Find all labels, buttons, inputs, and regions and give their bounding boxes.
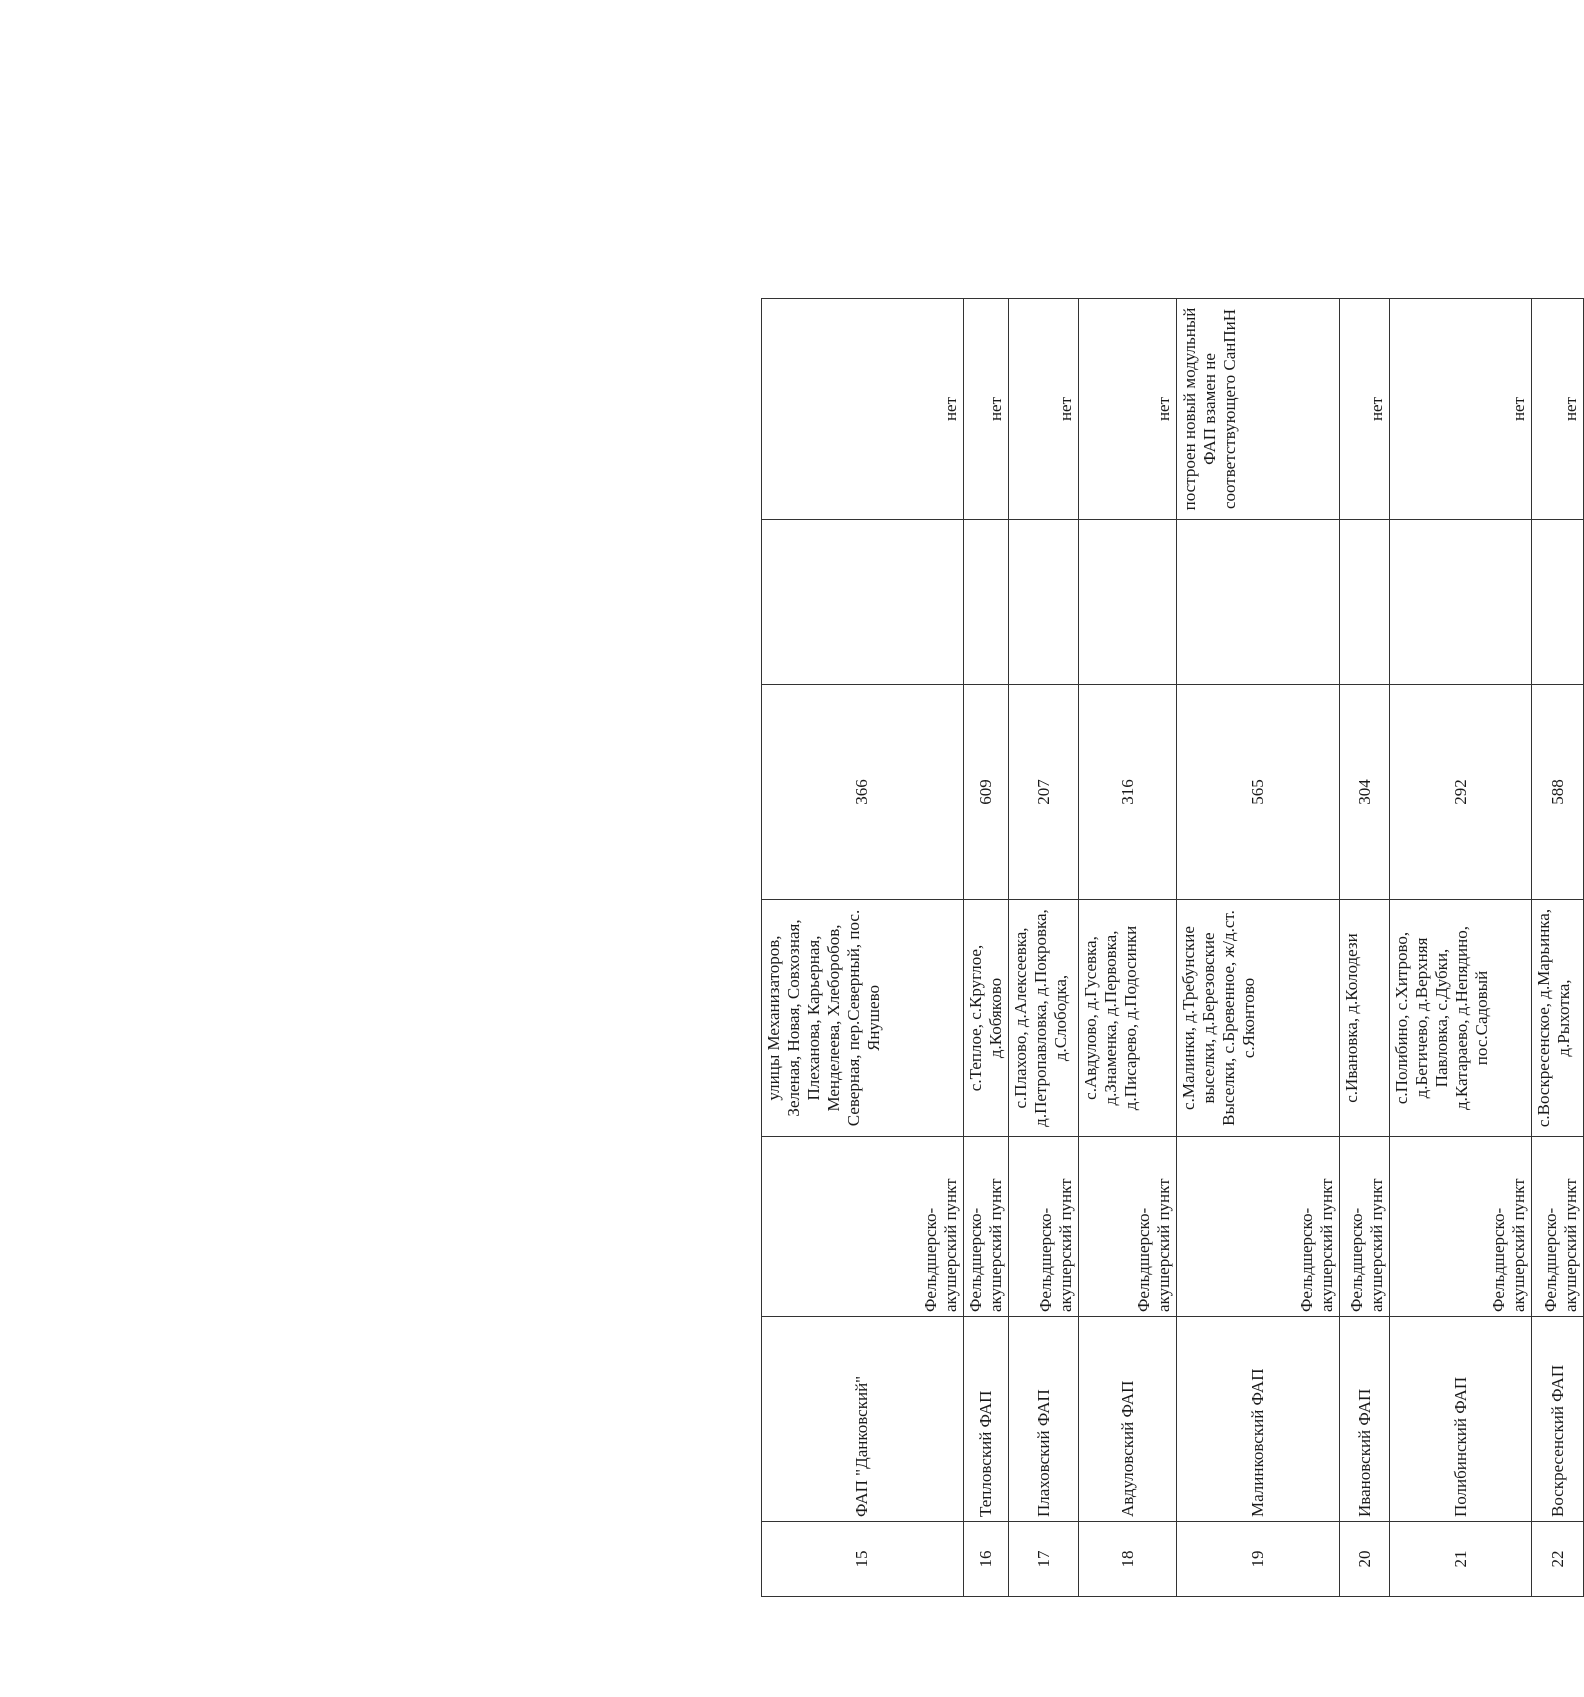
facility-name: Плаховский ФАП — [1009, 1317, 1079, 1522]
table-row — [1532, 299, 1584, 1597]
facility-name: Полибинский ФАП — [1390, 1317, 1532, 1522]
row-number: 20 — [1340, 1522, 1390, 1597]
service-area: улицы Механизаторов, Зеленая, Новая, Совхозная, Плеханова, Карьерная, Менделеева, Хлеборобов, Северная, пер.Северный, пос. Янушево — [762, 900, 964, 1137]
facility-type: Фельдшерско-акушерский пункт — [1532, 1137, 1584, 1317]
note-cell: построен новый модульный ФАП взамен не соответствующего СанПиН — [1177, 299, 1340, 520]
row-number: 16 — [964, 1522, 1009, 1597]
service-area: с.Теплое, с.Круглое, д.Кобяково — [964, 900, 1009, 1137]
facility-type: Фельдшерско-акушерский пункт — [1340, 1137, 1390, 1317]
row-number: 15 — [762, 1522, 964, 1597]
row-number: 17 — [1009, 1522, 1079, 1597]
facility-name: Тепловский ФАП — [964, 1317, 1009, 1522]
table-row — [1009, 299, 1079, 1597]
facility-name: Малинковский ФАП — [1177, 1317, 1340, 1522]
population: 565 — [1177, 685, 1340, 900]
facility-type: Фельдшерско-акушерский пункт — [1009, 1137, 1079, 1317]
note-cell: нет — [762, 299, 964, 520]
row-number: 19 — [1177, 1522, 1340, 1597]
rotated-table-page — [761, 299, 1583, 1597]
facility-type: Фельдшерско-акушерский пункт — [964, 1137, 1009, 1317]
extra-cell — [1009, 520, 1079, 685]
extra-cell — [1532, 520, 1584, 685]
table-row — [1177, 299, 1340, 1597]
service-area: с.Малинки, д.Требунские выселки, д.Березовские Выселки, с.Бревенное, ж/д.ст. с.Яконтово — [1177, 900, 1340, 1137]
population: 292 — [1390, 685, 1532, 900]
population: 588 — [1532, 685, 1584, 900]
service-area: с.Ивановка, д.Колодези — [1340, 900, 1390, 1137]
fap-table — [761, 298, 1584, 1597]
extra-cell — [1340, 520, 1390, 685]
facility-name: Авдуловский ФАП — [1079, 1317, 1177, 1522]
facility-name: Воскресенский ФАП — [1532, 1317, 1584, 1522]
facility-type: Фельдшерско-акушерский пункт — [1390, 1137, 1532, 1317]
facility-type: Фельдшерско-акушерский пункт — [1177, 1137, 1340, 1317]
population: 366 — [762, 685, 964, 900]
facility-type: Фельдшерско-акушерский пункт — [1079, 1137, 1177, 1317]
extra-cell — [1079, 520, 1177, 685]
table-row — [1390, 299, 1532, 1597]
row-number: 22 — [1532, 1522, 1584, 1597]
extra-cell — [1177, 520, 1340, 685]
note-cell: нет — [1390, 299, 1532, 520]
table-row — [964, 299, 1009, 1597]
facility-type: Фельдшерско-акушерский пункт — [762, 1137, 964, 1317]
population: 207 — [1009, 685, 1079, 900]
facility-name: Ивановский ФАП — [1340, 1317, 1390, 1522]
table-body — [762, 299, 1584, 1597]
service-area: с.Авдулово, д.Гусевка, д.Знаменка, д.Первовка, д.Писарево, д.Подосинки — [1079, 900, 1177, 1137]
table-row — [762, 299, 964, 1597]
population: 609 — [964, 685, 1009, 900]
service-area: с.Воскресенское, д.Марьинка, д.Рыхотка, — [1532, 900, 1584, 1137]
row-number: 21 — [1390, 1522, 1532, 1597]
note-cell: нет — [1340, 299, 1390, 520]
extra-cell — [1390, 520, 1532, 685]
extra-cell — [762, 520, 964, 685]
extra-cell — [964, 520, 1009, 685]
population: 304 — [1340, 685, 1390, 900]
note-cell: нет — [1079, 299, 1177, 520]
note-cell: нет — [1532, 299, 1584, 520]
population: 316 — [1079, 685, 1177, 900]
service-area: с.Полибино, с.Хитрово, д.Бегичево, д.Верхняя Павловка, с.Дубки, д.Катараево, д.Непядино, пос.Садовый — [1390, 900, 1532, 1137]
service-area: с.Плахово, д.Алексеевка, д.Петропавловка, д.Покровка, д.Слободка, — [1009, 900, 1079, 1137]
table-row — [1079, 299, 1177, 1597]
note-cell: нет — [964, 299, 1009, 520]
facility-name: ФАП "Данковский" — [762, 1317, 964, 1522]
note-cell: нет — [1009, 299, 1079, 520]
row-number: 18 — [1079, 1522, 1177, 1597]
table-row — [1340, 299, 1390, 1597]
